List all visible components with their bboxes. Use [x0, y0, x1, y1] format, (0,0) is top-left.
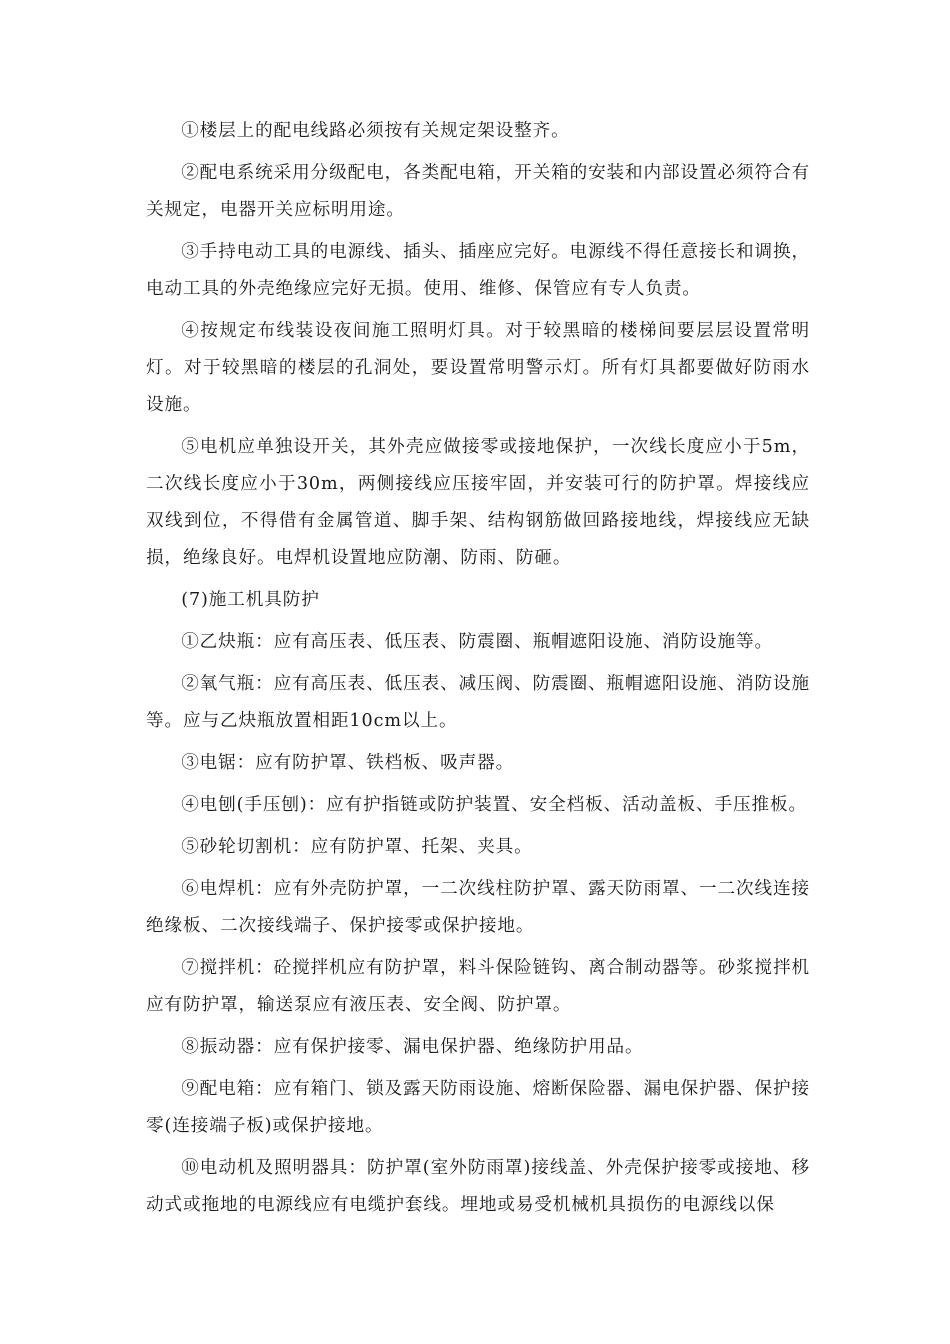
paragraph-distribution-system: ②配电系统采用分级配电，各类配电箱，开关箱的安装和内部设置必须符合有关规定，电器开关应标明用途。: [146, 163, 810, 220]
paragraph-cutting-machine: ⑤砂轮切割机：应有防护罩、托架、夹具。: [181, 837, 533, 857]
paragraph-welding-machine: ⑥电焊机：应有外壳防护罩，一二次线柱防护罩、露天防雨罩、一二次线连接绝缘板、二次接线端子、保护接零或保护接地。: [146, 879, 810, 936]
paragraph-electric-saw: ③电锯：应有防护罩、铁档板、吸声器。: [181, 753, 515, 773]
paragraph-vibrator: ⑧振动器：应有保护接零、漏电保护器、绝缘防护用品。: [181, 1037, 644, 1057]
section-heading-machine-protection: (7)施工机具防护: [181, 590, 320, 610]
paragraph-handheld-tools: ③手持电动工具的电源线、插头、插座应完好。电源线不得任意接长和调换，电动工具的外壳绝缘应完好无损。使用、维修、保管应有专人负责。: [146, 242, 810, 299]
paragraph-motor-welding: ⑤电机应单独设开关，其外壳应做接零或接地保护，一次线长度应小于5m，二次线长度应小于30m，两侧接线应压接牢固，并安装可行的防护罩。焊接线应双线到位，不得借有金属管道、脚手架、结构钢筋做回路接地线，焊接线应无缺损，绝缘良好。电焊机设置地应防潮、防雨、防砸。: [146, 437, 810, 568]
paragraph-mixer: ⑦搅拌机：砼搅拌机应有防护罩，料斗保险链钩、离合制动器等。砂浆搅拌机应有防护罩，输送泵应有液压表、安全阀、防护罩。: [146, 958, 810, 1015]
paragraph-distribution-box: ⑨配电箱：应有箱门、锁及露天防雨设施、熔断保险器、漏电保护器、保护接零(连接端子板)或保护接地。: [146, 1079, 810, 1136]
paragraph-electric-planer: ④电刨(手压刨)：应有护指链或防护装置、安全档板、活动盖板、手压推板。: [181, 795, 808, 815]
paragraph-wiring: ①楼层上的配电线路必须按有关规定架设整齐。: [181, 121, 570, 141]
paragraph-motor-lighting: ⑩电动机及照明器具：防护罩(室外防雨罩)接线盖、外壳保护接零或接地、移动式或拖地的电源线应有电缆护套线。埋地或易受机械机具损伤的电源线以保: [146, 1158, 810, 1215]
paragraph-oxygen-cylinder: ②氧气瓶：应有高压表、低压表、减压阀、防震圈、瓶帽遮阳设施、消防设施等。应与乙炔瓶放置相距10cm以上。: [146, 674, 810, 731]
paragraph-night-lighting: ④按规定布线装设夜间施工照明灯具。对于较黑暗的楼梯间要层层设置常明灯。对于较黑暗的楼层的孔洞处，要设置常明警示灯。所有灯具都要做好防雨水设施。: [146, 321, 810, 415]
paragraph-acetylene-cylinder: ①乙炔瓶：应有高压表、低压表、防震圈、瓶帽遮阳设施、消防设施等。: [181, 632, 773, 652]
document-page: [146, 113, 810, 1229]
